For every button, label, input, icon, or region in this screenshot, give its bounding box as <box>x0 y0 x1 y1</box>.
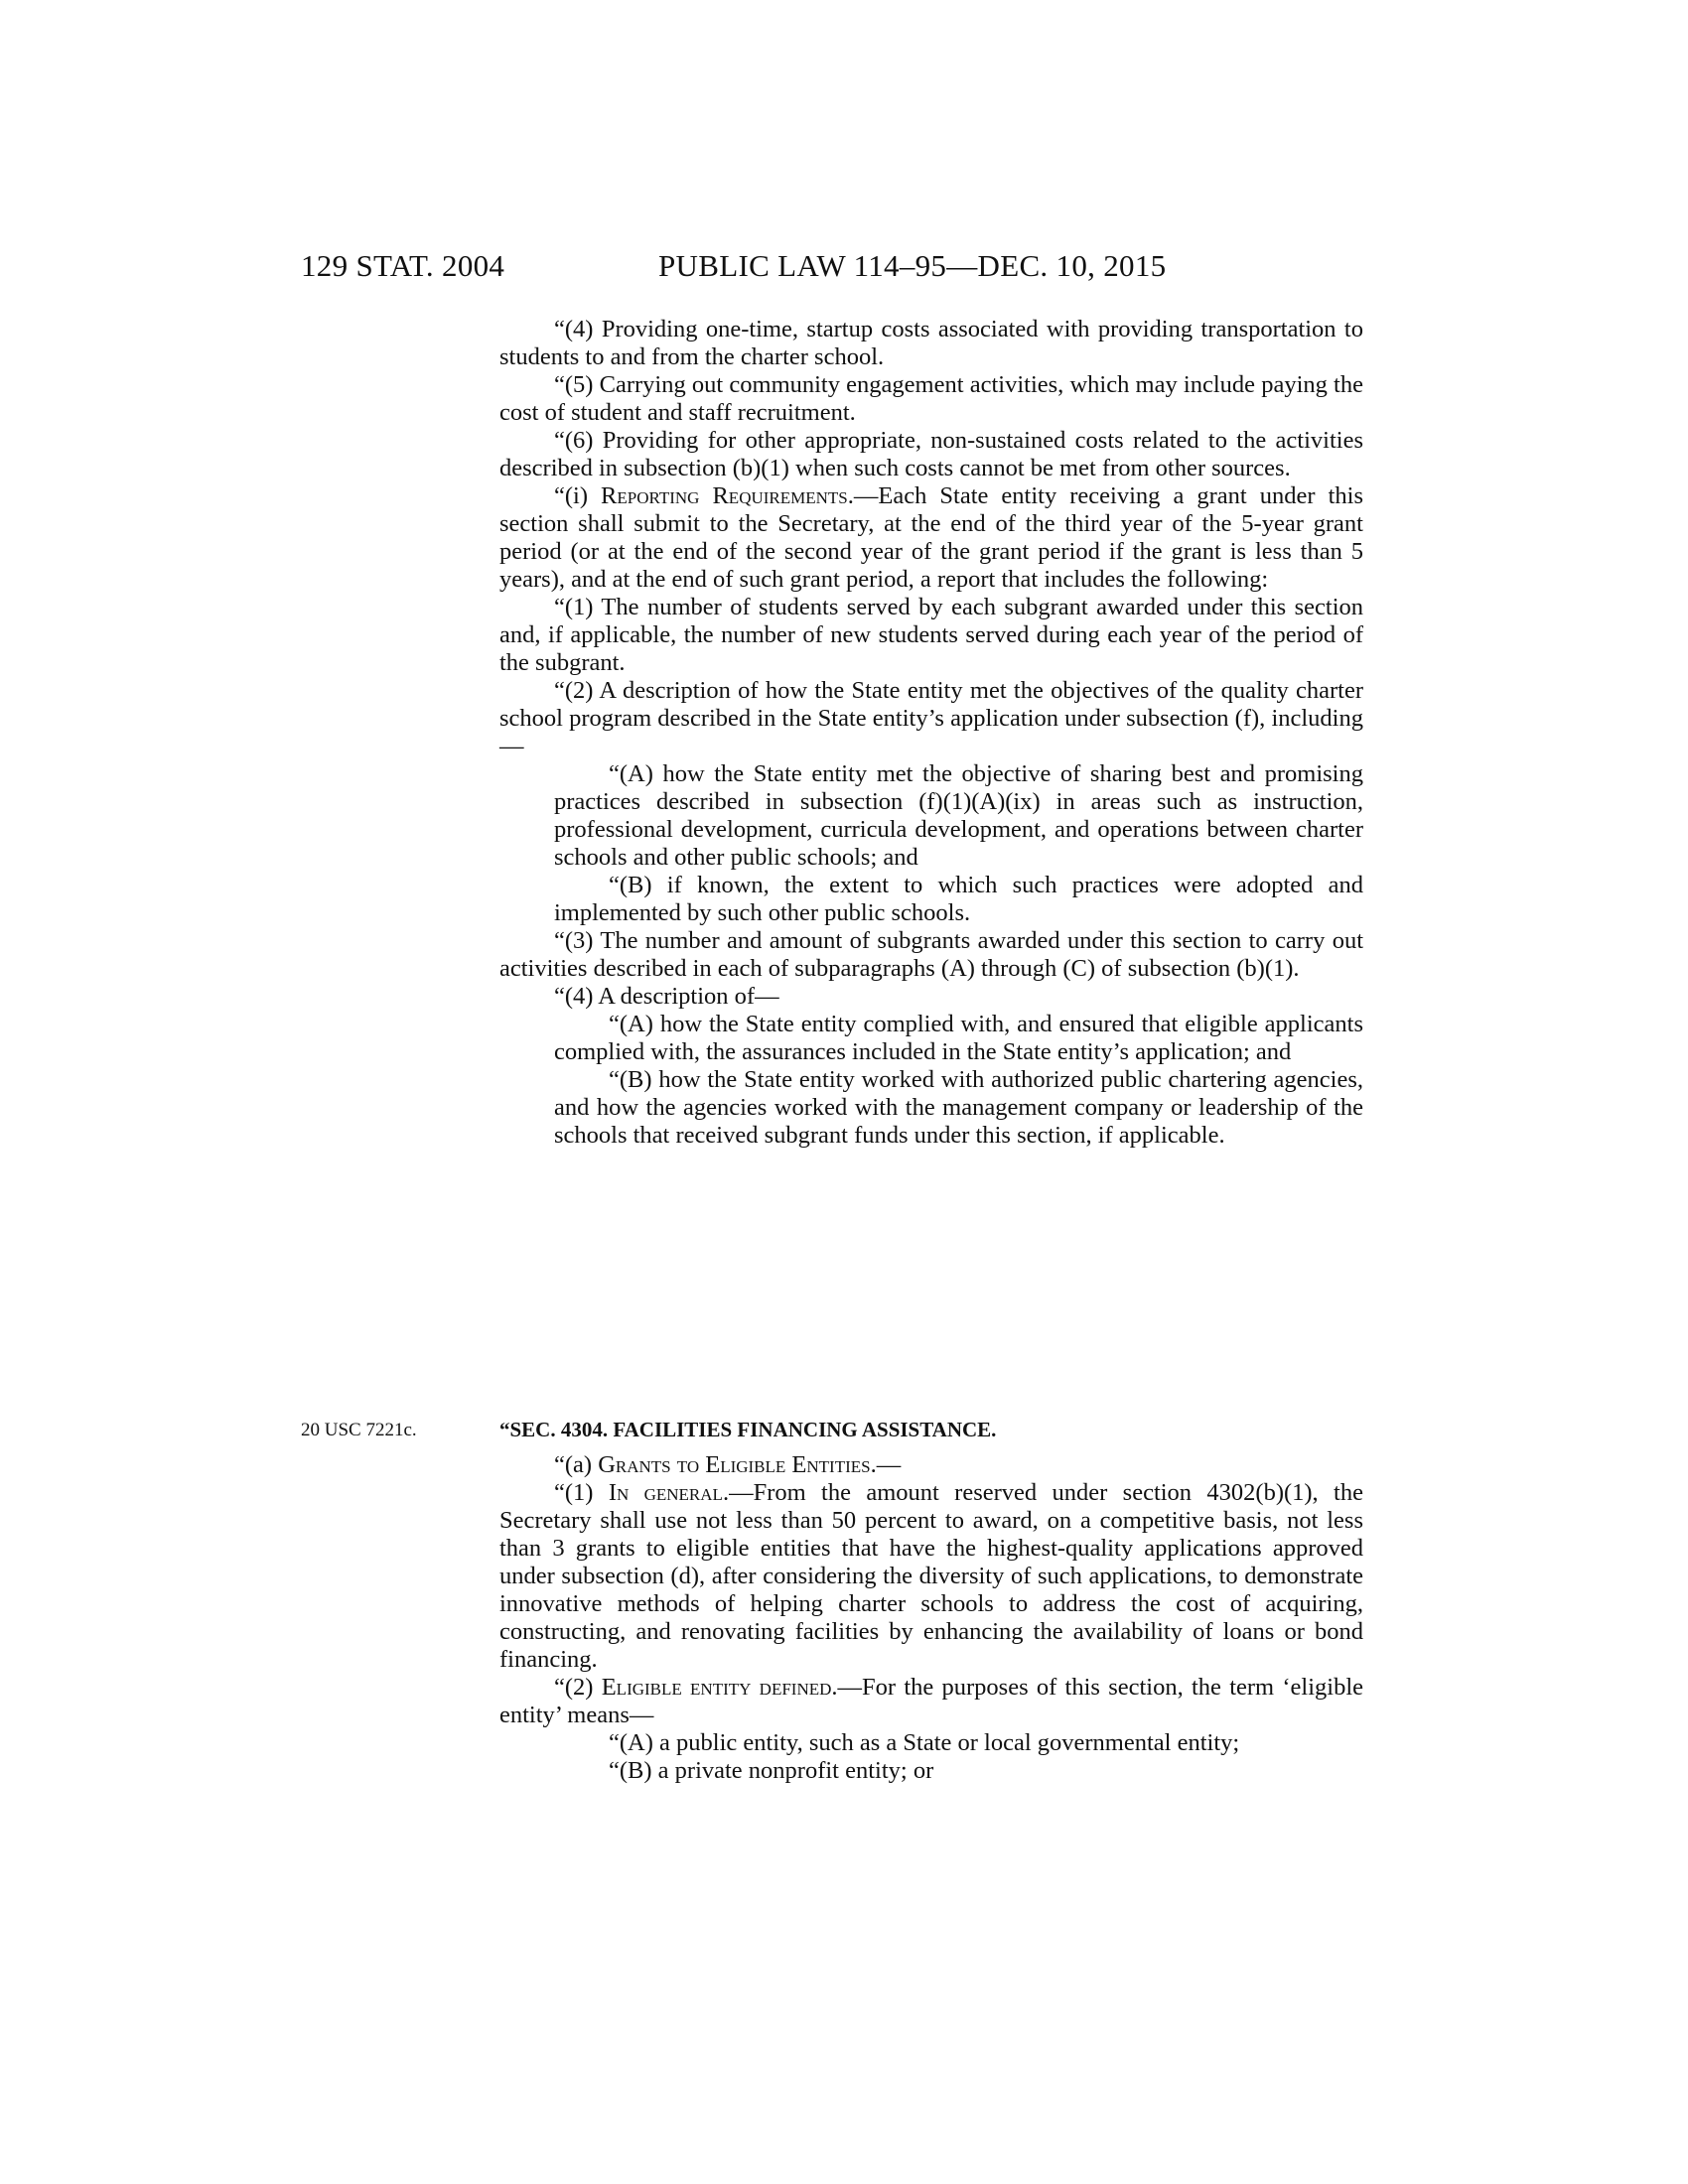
paragraph-text: “(4) Providing one-time, startup costs associated with providing transportation to students to and from the charter school. <box>499 316 1363 370</box>
paragraph <box>445 1757 1363 1785</box>
paragraph <box>445 677 1363 760</box>
paragraph <box>445 1066 1363 1150</box>
paragraph-text: “(A) how the State entity complied with, and ensured that eligible applicants complied with, the assurances included in the State entity’s application; and <box>554 1011 1363 1065</box>
paragraph-lead: “(2) <box>554 1674 602 1701</box>
document-body-part2 <box>499 1451 1363 1785</box>
paragraph-heading: In general <box>608 1479 723 1506</box>
paragraph-text: “(B) how the State entity worked with authorized public chartering agencies, and how the agencies worked with the management company or leadership of the schools that received subgrant funds under this section, if applicable. <box>554 1066 1363 1149</box>
paragraph <box>445 1674 1363 1729</box>
paragraph <box>445 427 1363 482</box>
paragraph-text: “(B) a private nonprofit entity; or <box>609 1757 934 1784</box>
paragraph-text: .—Each State entity receiving a grant under this section shall submit to the Secretary, at the end of the third year of the 5-year grant period (or at the end of the second year of the grant period if the grant is less than 5 years), and at the end of such grant period, a report that includes the following: <box>499 482 1363 593</box>
paragraph <box>445 1479 1363 1674</box>
law-title: PUBLIC LAW 114–95—DEC. 10, 2015 <box>658 248 1167 283</box>
paragraph-lead: “(i) <box>554 482 602 509</box>
paragraph-text: .—For the purposes of this section, the term ‘eligible entity’ means— <box>499 1674 1363 1728</box>
paragraph <box>445 371 1363 427</box>
paragraph-text: .—From the amount reserved under section 4302(b)(1), the Secretary shall use not less than 50 percent to award, on a competitive basis, not less than 3 grants to eligible entities that have the highest-quality applications approved under subsection (d), after considering the diversity of such applications, to demonstrate innovative methods of helping charter schools to address the cost of acquiring, constructing, and renovating facilities by enhancing the availability of loans or bond financing. <box>499 1479 1363 1673</box>
paragraph-text: “(A) a public entity, such as a State or local governmental entity; <box>609 1729 1240 1756</box>
document-body-part1 <box>499 316 1363 1150</box>
paragraph-text: .— <box>870 1451 902 1478</box>
paragraph <box>445 1729 1363 1757</box>
paragraph <box>499 482 1363 594</box>
paragraph-text: “(1) The number of students served by each subgrant awarded under this section and, if applicable, the number of new students served during each year of the period of the subgrant. <box>499 594 1363 676</box>
paragraph-text: “(3) The number and amount of subgrants awarded under this section to carry out activities described in each of subparagraphs (A) through (C) of subsection (b)(1). <box>499 927 1363 982</box>
paragraph-text: “(B) if known, the extent to which such practices were adopted and implemented by such other public schools. <box>554 872 1363 926</box>
paragraph-text: “(2) A description of how the State entity met the objectives of the quality charter school program described in the State entity’s application under subsection (f), including— <box>499 677 1363 759</box>
paragraph <box>445 760 1363 872</box>
paragraph-text: “(5) Carrying out community engagement activities, which may include paying the cost of student and staff recruitment. <box>499 371 1363 426</box>
paragraph-heading: Eligible entity defined <box>601 1674 832 1701</box>
paragraph <box>445 594 1363 677</box>
paragraph-heading: Reporting Requirements <box>601 482 848 509</box>
paragraph <box>445 872 1363 927</box>
paragraph-lead: “(a) <box>554 1451 599 1478</box>
stat-page-number: 129 STAT. 2004 <box>301 248 505 283</box>
paragraph <box>445 1011 1363 1066</box>
paragraph-text: “(6) Providing for other appropriate, non-sustained costs related to the activities described in subsection (b)(1) when such costs cannot be met from other sources. <box>499 427 1363 481</box>
paragraph-text: “(A) how the State entity met the objective of sharing best and promising practices described in subsection (f)(1)(A)(ix) in areas such as instruction, professional development, curricula development, and operations between charter schools and other public schools; and <box>554 760 1363 871</box>
paragraph <box>445 983 1363 1011</box>
margin-citation: 20 USC 7221c. <box>301 1420 417 1440</box>
section-heading: “SEC. 4304. FACILITIES FINANCING ASSISTANCE. <box>499 1418 997 1441</box>
paragraph <box>445 316 1363 371</box>
paragraph <box>445 927 1363 983</box>
paragraph-lead: “(1) <box>554 1479 609 1506</box>
paragraph <box>445 1451 1363 1479</box>
paragraph-heading: Grants to Eligible Entities <box>598 1451 871 1478</box>
paragraph-text: “(4) A description of— <box>554 983 779 1010</box>
